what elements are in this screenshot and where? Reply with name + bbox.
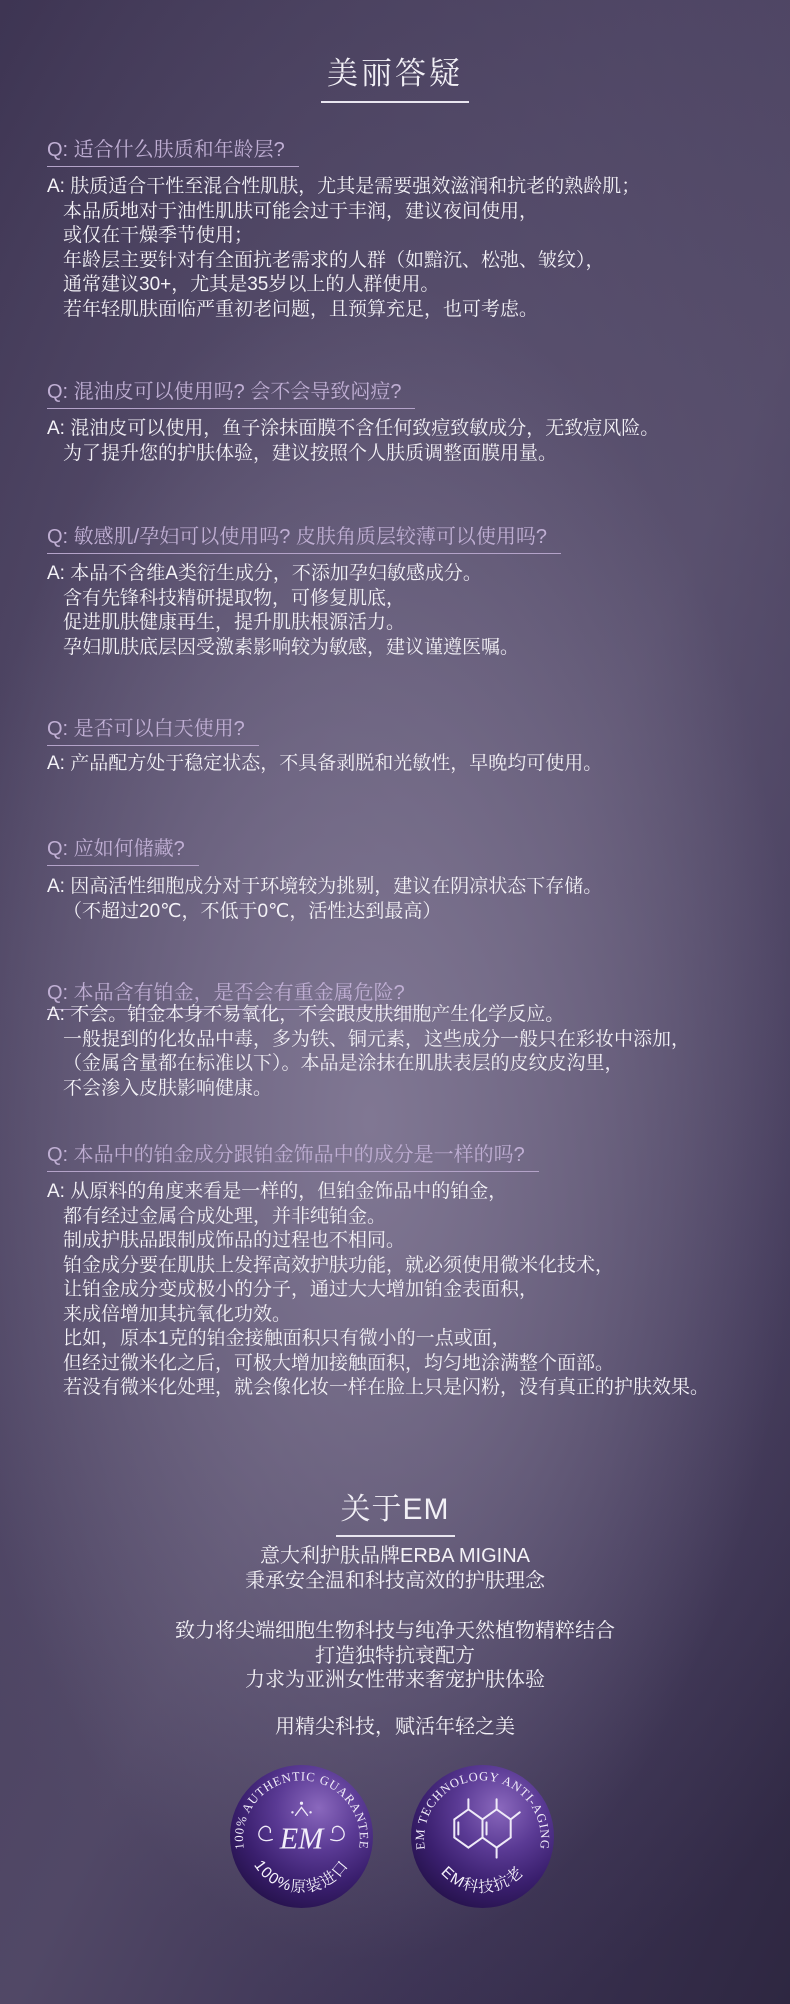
answer-line: 本品质地对于油性肌肤可能会过于丰润，建议夜间使用，: [63, 200, 539, 222]
em-technology-badge: [409, 1763, 556, 1910]
badge-arc-text: EM TECHNOLOGY ANTI-AGING: [412, 1769, 553, 1851]
answer-line: （金属含量都在标准以下）。本品是涂抹在肌肤表层的皮纹皮沟里，: [63, 1053, 624, 1074]
faq-question-4: Q: 是否可以白天使用?: [47, 712, 259, 746]
faq-question-3: Q: 敏感肌/孕妇可以使用吗? 皮肤角质层较薄可以使用吗?: [47, 520, 561, 554]
answer-line: A: 肤质适合干性至混合性肌肤，尤其是需要强效滋润和抗老的熟龄肌；: [47, 176, 641, 197]
answer-line: 年龄层主要针对有全面抗老需求的人群（如黯沉、松弛、皱纹），: [63, 249, 605, 271]
answer-line: 孕妇肌肤底层因受激素影响较为敏感，建议谨遵医嘱。: [63, 636, 520, 658]
brand-intro-line: 意大利护肤品牌ERBA MIGINA: [259, 1545, 531, 1567]
answer-line: 但经过微米化之后，可极大增加接触面积，均匀地涂满整个面部。: [63, 1352, 615, 1374]
faq-question-7: Q: 本品中的铂金成分跟铂金饰品中的成分是一样的吗?: [47, 1138, 539, 1172]
answer-line: 为了提升您的护肤体验，建议按照个人肤质调整面膜用量。: [63, 442, 558, 464]
answer-line: A: 从原料的角度来看是一样的，但铂金饰品中的铂金，: [47, 1181, 508, 1202]
faq-answer-4: [0, 752, 790, 777]
brand-mission-line: 打造独特抗衰配方: [315, 1644, 475, 1667]
badge-arc-text: 100% AUTHENTIC GUARANTEE: [232, 1769, 372, 1851]
about-section-title: [0, 1484, 790, 1537]
faq-question-2: Q: 混油皮可以使用吗? 会不会导致闷痘?: [47, 375, 415, 409]
brand-mission-line: 致力将尖端细胞生物科技与纯净天然植物精粹结合: [175, 1620, 615, 1642]
answer-line: 让铂金成分变成极小的分子，通过大大增加铂金表面积，: [63, 1279, 539, 1300]
answer-line: 促进肌肤健康再生，提升肌肤根源活力。: [63, 612, 406, 633]
faq-question-1: Q: 适合什么肤质和年龄层?: [47, 133, 299, 167]
faq-answer-6: [0, 1003, 790, 1101]
answer-line: 若年轻肌肤面临严重初老问题，且预算充足，也可考虑。: [63, 298, 539, 320]
answer-line: 铂金成分要在肌肤上发挥高效护肤功能，就必须使用微米化技术，: [63, 1254, 615, 1276]
answer-line: 来成倍增加其抗氧化功效。: [63, 1303, 292, 1325]
brand-mission: [0, 1619, 790, 1693]
answer-line: 一般提到的化妆品中毒，多为铁、铜元素，这些成分一般只在彩妆中添加，: [63, 1028, 691, 1050]
badge-label: 100%原装进口: [250, 1856, 353, 1897]
answer-line: A: 因高活性细胞成分对于环境较为挑剔，建议在阴凉状态下存储。: [47, 876, 603, 897]
answer-line: 若没有微米化处理，就会像化妆一样在脸上只是闪粉，没有真正的护肤效果。: [63, 1377, 710, 1398]
faq-answer-7: [0, 1180, 790, 1401]
answer-line: 或仅在干燥季节使用；: [63, 225, 254, 246]
svg-text:EM: EM: [279, 1821, 324, 1856]
answer-line: 比如，原本1克的铂金接触面积只有微小的一点或面，: [63, 1328, 511, 1349]
faq-answer-1: [0, 175, 790, 322]
answer-line: 制成护肤品跟制成饰品的过程也不相同。: [63, 1230, 406, 1251]
answer-line: 含有先锋科技精研提取物，可修复肌底，: [63, 587, 406, 609]
brand-slogan-text: 用精尖科技，赋活年轻之美: [275, 1716, 515, 1738]
brand-intro-line: 秉承安全温和科技高效的护肤理念: [245, 1569, 545, 1592]
answer-line: 都有经过金属合成处理，并非纯铂金。: [63, 1205, 387, 1227]
answer-line: A: 不会。铂金本身不易氧化，不会跟皮肤细胞产生化学反应。: [47, 1004, 565, 1025]
answer-line: 通常建议30+，尤其是35岁以上的人群使用。: [63, 274, 440, 295]
brand-mission-line: 力求为亚洲女性带来奢宠护肤体验: [245, 1669, 545, 1691]
faq-answer-5: [0, 875, 790, 924]
answer-line: A: 混油皮可以使用，鱼子涂抹面膜不含任何致痘致敏成分，无致痘风险。: [47, 418, 660, 439]
authentic-guarantee-badge: [228, 1763, 375, 1910]
faq-question-5: Q: 应如何储藏?: [47, 832, 199, 866]
brand-slogan: [0, 1715, 790, 1740]
faq-question-6: Q: 本品含有铂金，是否会有重金属危险?: [47, 976, 419, 1010]
brand-intro: [0, 1544, 790, 1593]
page-title: [0, 48, 790, 103]
answer-line: （不超过20℃，不低于0℃，活性达到最高）: [63, 900, 442, 922]
answer-line: A: 本品不含维A类衍生成分，不添加孕妇敏感成分。: [47, 563, 482, 584]
faq-answer-3: [0, 562, 790, 660]
page-title-text: 美丽答疑: [321, 48, 469, 103]
about-title-text: 关于EM: [336, 1484, 455, 1537]
answer-line: A: 产品配方处于稳定状态，不具备剥脱和光敏性，早晚均可使用。: [47, 753, 603, 774]
badge-label: EM科技抗老: [437, 1863, 528, 1897]
faq-answer-2: [0, 417, 790, 466]
answer-line: 不会渗入皮肤影响健康。: [63, 1077, 273, 1099]
